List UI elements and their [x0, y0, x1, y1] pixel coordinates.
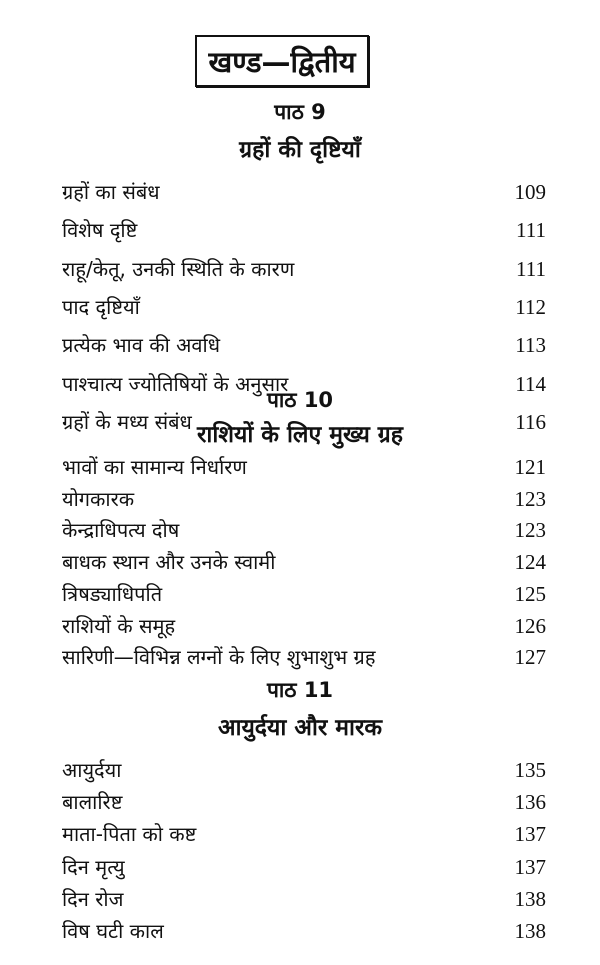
toc-entry — [62, 515, 546, 545]
entry-title: योगकारक — [62, 486, 135, 511]
entry-page-number: 123 — [514, 518, 546, 543]
entry-page-number: 138 — [514, 919, 546, 943]
entry-title: आयुर्दया — [62, 758, 122, 782]
entry-title: राशियों के समूह — [62, 613, 176, 638]
entry-title: माता-पिता को कष्ट — [62, 822, 197, 847]
entry-page-number: 123 — [514, 486, 546, 511]
toc-entry — [62, 787, 546, 817]
entry-title: राहू/केतू, उनकी स्थिति के कारण — [62, 256, 295, 281]
entry-page-number: 138 — [514, 886, 546, 911]
toc-entry — [62, 852, 546, 882]
toc-entry — [62, 611, 546, 641]
entry-title: दिन मृत्यु — [62, 854, 125, 879]
toc-entry — [62, 755, 546, 785]
lesson-label: पाठ 10 — [266, 388, 334, 412]
entry-title: दिन रोज — [62, 886, 124, 911]
entry-page-number: 114 — [515, 371, 546, 396]
toc-entry — [62, 547, 546, 577]
entry-page-number: 111 — [516, 256, 546, 281]
toc-entry — [62, 642, 546, 672]
lesson-title: ग्रहों की दृष्टियाँ — [239, 137, 361, 163]
entry-page-number: 127 — [514, 645, 546, 670]
toc-entry — [62, 484, 546, 514]
entry-title: केन्द्राधिपत्य दोष — [62, 518, 180, 543]
toc-entry — [62, 579, 546, 609]
entry-title: भावों का सामान्य निर्धारण — [62, 455, 247, 479]
entry-page-number: 135 — [514, 758, 546, 782]
entry-page-number: 126 — [514, 613, 546, 638]
toc-entry — [62, 916, 546, 946]
entry-page-number: 111 — [516, 218, 546, 243]
entry-title: पाश्चात्य ज्योतिषियों के अनुसार — [62, 371, 289, 396]
entry-title: पाद दृष्टियाँ — [62, 294, 140, 319]
entry-page-number: 112 — [515, 294, 546, 319]
entry-page-number: 125 — [514, 581, 546, 606]
toc-entry — [62, 292, 546, 322]
entry-title: बालारिष्ट — [62, 790, 123, 815]
entry-title: सारिणी—विभिन्न लग्नों के लिए शुभाशुभ ग्रह — [62, 645, 376, 670]
toc-entry — [62, 254, 546, 284]
entry-title: त्रिषड्याधिपति — [62, 581, 163, 606]
entry-page-number: 109 — [514, 180, 546, 204]
entry-page-number: 137 — [514, 822, 546, 847]
toc-entry — [62, 884, 546, 914]
entry-title: प्रत्येक भाव की अवधि — [62, 333, 220, 358]
toc-entry — [62, 330, 546, 360]
lesson-label: पाठ 9 — [274, 100, 326, 124]
entry-title: बाधक स्थान और उनके स्वामी — [62, 550, 276, 575]
entry-title: विष घटी काल — [62, 919, 164, 943]
toc-entry — [62, 215, 546, 245]
toc-entry — [62, 177, 546, 207]
lesson-title: आयुर्दया और मारक — [217, 715, 383, 741]
entry-page-number: 124 — [514, 550, 546, 575]
part-title: खण्ड—द्वितीय — [195, 35, 369, 87]
entry-page-number: 137 — [514, 854, 546, 879]
entry-page-number: 116 — [515, 409, 546, 434]
entry-title: ग्रहों के मध्य संबंध — [62, 409, 192, 434]
lesson-title: राशियों के लिए मुख्य ग्रह — [197, 422, 403, 448]
entry-page-number: 113 — [515, 333, 546, 358]
toc-entry — [62, 452, 546, 482]
entry-title: ग्रहों का संबंध — [62, 180, 160, 204]
entry-title: विशेष दृष्टि — [62, 218, 138, 243]
toc-entry — [62, 819, 546, 849]
lesson-label: पाठ 11 — [266, 678, 334, 702]
entry-page-number: 136 — [514, 790, 546, 815]
entry-page-number: 121 — [514, 455, 546, 479]
